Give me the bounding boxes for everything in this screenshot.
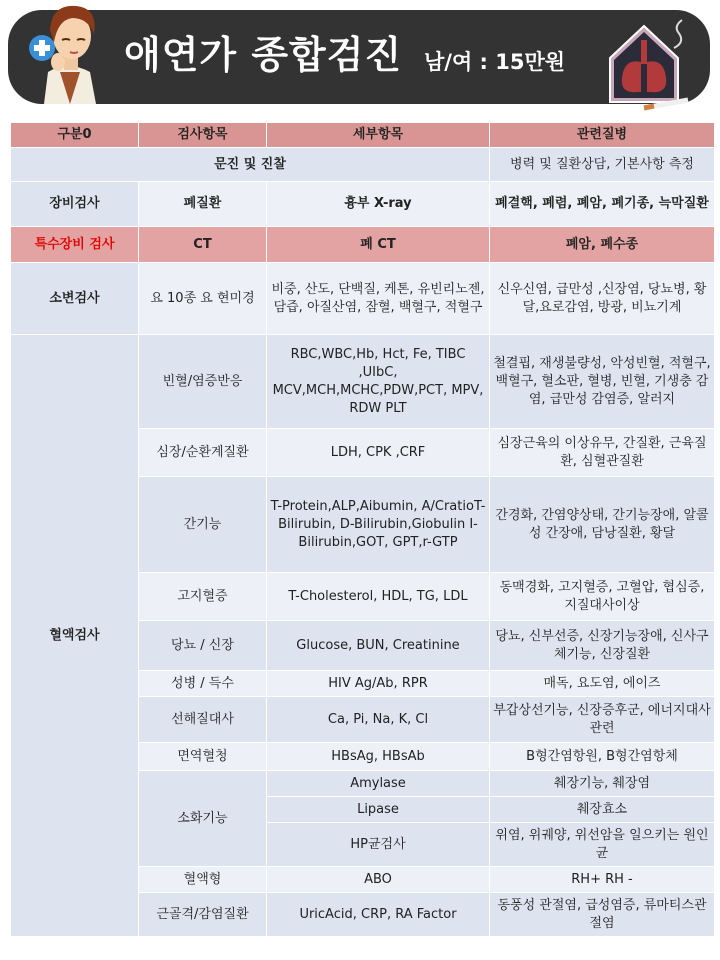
disease-cell: RH+ RH - xyxy=(490,867,715,893)
disease-cell: 매독, 요도염, 에이즈 xyxy=(490,671,715,697)
table-row-special xyxy=(11,227,715,263)
item-cell: 요 10종 요 현미경 xyxy=(139,263,267,335)
price-subtitle: 남/여 : 15만원 xyxy=(424,50,566,74)
item-cell: 간기능 xyxy=(139,477,267,573)
disease-cell: 부갑상선기능, 신장증후군, 에너지대사관련 xyxy=(490,697,715,743)
detail-cell: ABO xyxy=(267,867,490,893)
table-header-row xyxy=(11,123,715,148)
disease-cell: 폐결핵, 폐렴, 폐암, 폐기종, 늑막질환 xyxy=(490,182,715,227)
disease-cell: 심장근육의 이상유무, 간질환, 근육질환, 심혈관질환 xyxy=(490,429,715,477)
item-cell: 고지혈증 xyxy=(139,573,267,621)
table-row xyxy=(11,148,715,182)
col-header-category: 구분0 xyxy=(11,123,139,148)
detail-cell: HBsAg, HBsAb xyxy=(267,743,490,771)
checkup-table xyxy=(10,122,715,937)
disease-cell: 동풍성 관절염, 급성염증, 류마티스관절염 xyxy=(490,893,715,937)
category-cell: 장비검사 xyxy=(11,182,139,227)
col-header-detail: 세부항목 xyxy=(267,123,490,148)
disease-cell: 철결핍, 재생불량성, 악성빈혈, 적혈구, 백혈구, 혈소판, 혈병, 빈혈, 기생충 감염, 급만성 감염증, 알러지 xyxy=(490,335,715,429)
consult-cell: 문진 및 진찰 xyxy=(11,148,490,182)
item-cell: 소화기능 xyxy=(139,771,267,867)
detail-cell: Amylase xyxy=(267,771,490,797)
item-cell: 혈액형 xyxy=(139,867,267,893)
col-header-disease: 관련질병 xyxy=(490,123,715,148)
page-title: 애연가 종합검진 xyxy=(124,33,403,77)
disease-cell: 병력 및 질환상담, 기본사항 측정 xyxy=(490,148,715,182)
detail-cell: 폐 CT xyxy=(267,227,490,263)
disease-cell: 동맥경화, 고지혈증, 고혈압, 협심증, 지질대사이상 xyxy=(490,573,715,621)
item-cell: CT xyxy=(139,227,267,263)
category-cell: 소변검사 xyxy=(11,263,139,335)
disease-cell: 간경화, 간염양상태, 간기능장애, 알콜성 간장애, 담낭질환, 황달 xyxy=(490,477,715,573)
item-cell: 빈혈/염증반응 xyxy=(139,335,267,429)
item-cell: 면역혈청 xyxy=(139,743,267,771)
detail-cell: UricAcid, CRP, RA Factor xyxy=(267,893,490,937)
disease-cell: 위염, 위궤양, 위선암을 일으키는 원인균 xyxy=(490,823,715,867)
detail-cell: 비중, 산도, 단백질, 케톤, 유빈리노젠,담즙, 아질산염, 잠혈, 백혈구, 적혈구 xyxy=(267,263,490,335)
table-row xyxy=(11,335,715,429)
col-header-item: 검사항목 xyxy=(139,123,267,148)
category-cell: 특수장비 검사 xyxy=(11,227,139,263)
disease-cell: 신우신염, 급만성 ,신장염, 당뇨병, 황달,요로감염, 방광, 비뇨기계 xyxy=(490,263,715,335)
detail-cell: Glucose, BUN, Creatinine xyxy=(267,621,490,671)
detail-cell: LDH, CPK ,CRF xyxy=(267,429,490,477)
disease-cell: 폐암, 폐수종 xyxy=(490,227,715,263)
item-cell: 성병 / 득수 xyxy=(139,671,267,697)
disease-cell: 췌장효소 xyxy=(490,797,715,823)
disease-cell: 췌장기능, 췌장염 xyxy=(490,771,715,797)
item-cell: 선해질대사 xyxy=(139,697,267,743)
detail-cell: HIV Ag/Ab, RPR xyxy=(267,671,490,697)
detail-cell: 흉부 X-ray xyxy=(267,182,490,227)
person-smoking-icon xyxy=(22,0,114,110)
table-row xyxy=(11,263,715,335)
blood-category-cell: 혈액검사 xyxy=(11,335,139,937)
detail-cell: T-Protein,ALP,Aibumin, A/CratioT-Bilirubin, D-Bilirubin,Giobulin I-Bilirubin,GOT, GPT,r-GTP xyxy=(267,477,490,573)
detail-cell: HP균검사 xyxy=(267,823,490,867)
detail-cell: RBC,WBC,Hb, Hct, Fe, TIBC ,UIbC, MCV,MCH,MCHC,PDW,PCT, MPV, RDW PLT xyxy=(267,335,490,429)
item-cell: 폐질환 xyxy=(139,182,267,227)
detail-cell: T-Cholesterol, HDL, TG, LDL xyxy=(267,573,490,621)
detail-cell: Lipase xyxy=(267,797,490,823)
disease-cell: 당뇨, 신부선증, 신장기능장애, 신사구체기능, 신장질환 xyxy=(490,621,715,671)
detail-cell: Ca, Pi, Na, K, Cl xyxy=(267,697,490,743)
item-cell: 근골격/감염질환 xyxy=(139,893,267,937)
item-cell: 당뇨 / 신장 xyxy=(139,621,267,671)
lungs-cigarette-icon xyxy=(604,18,696,114)
item-cell: 심장/순환계질환 xyxy=(139,429,267,477)
disease-cell: B형간염항원, B형간염항체 xyxy=(490,743,715,771)
table-row xyxy=(11,182,715,227)
